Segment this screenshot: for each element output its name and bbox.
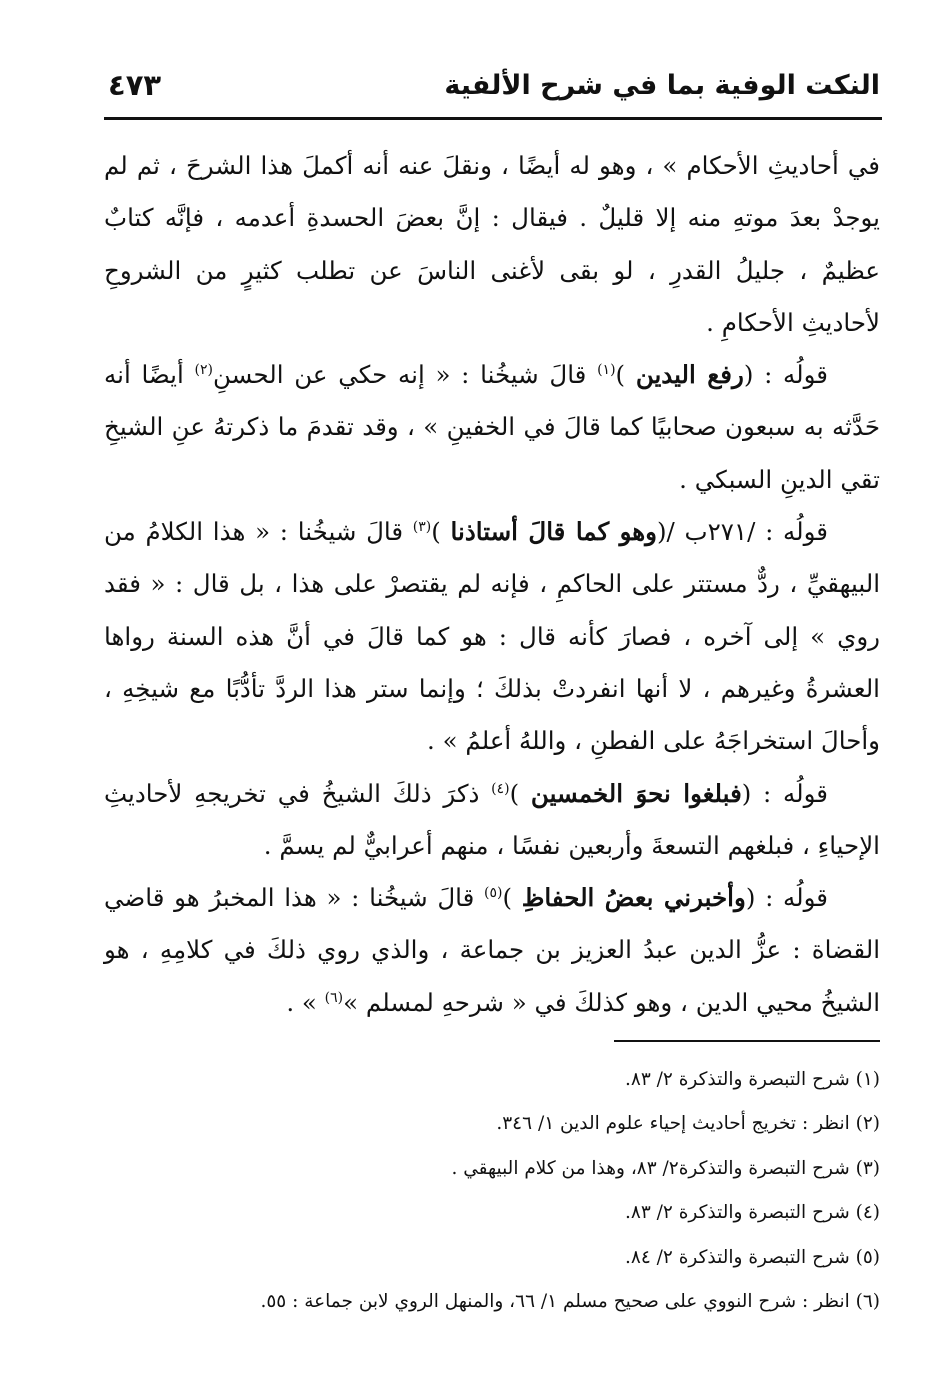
- quote-close: ): [615, 360, 636, 390]
- paragraph-text: ذكرَ ذلكَ الشيخُ في تخريجهِ لأحاديثِ الإحياءِ ، فبلغهم التسعةَ وأربعين نفسًا ، منهم أعرابيٌّ لم يسمَّ .: [104, 778, 880, 860]
- quoted-phrase: وأخبرني بعضُ الحفاظِ: [521, 883, 746, 913]
- footnote-5: (٥) شرح التبصرة والتذكرة ٢/ ٨٤.: [625, 1246, 880, 1268]
- paragraph-text: أيضًا أنه حَدَّثه به سبعون صحابيًا كما قالَ في الخفينِ » ، وقد تقدمَ ما ذكرتهُ عنِ الشيخِ تقي الدينِ السبكي .: [104, 360, 880, 494]
- quote-lead: قولُه : (: [743, 360, 828, 390]
- quote-lead: قولُه : (: [745, 883, 828, 913]
- book-title: النكت الوفية بما في شرح الألفية: [444, 70, 880, 101]
- quoted-phrase: وهو كما قالَ أستاذنا: [450, 517, 657, 547]
- footnote-ref-5[interactable]: (٥): [484, 885, 503, 901]
- paragraph-5: [104, 872, 880, 1029]
- footnote-3: (٣) شرح التبصرة والتذكرة٢/ ٨٣، وهذا من كلام البيهقي .: [451, 1157, 880, 1179]
- paragraph-text: » .: [286, 987, 325, 1017]
- footnote-ref-1[interactable]: (١): [597, 362, 616, 379]
- footnote-ref-6[interactable]: (٦): [324, 989, 344, 1006]
- footnote-2: (٢) انظر : تخريج أحاديث إحياء علوم الدين ١/ ٣٤٦.: [496, 1113, 880, 1135]
- quote-close: ): [502, 883, 522, 913]
- paragraph-text: قالَ شيخُنا : « هذا المخبرُ هو قاضي القضاة : عزُّ الدين عبدُ العزيز بن جماعة ، والذي روي ذلكَ في كلامِهِ ، هو الشيخُ محيي الدين ، وهو كذلكَ في « شرحهِ لمسلم »: [104, 883, 880, 1017]
- header-rule: [104, 117, 882, 120]
- quote-lead: قولُه : /٢٧١ب /(: [657, 517, 829, 547]
- quote-close: ): [509, 778, 531, 808]
- page-number: ٤٧٣: [108, 68, 162, 102]
- running-head: [108, 66, 880, 112]
- paragraph-2: [104, 349, 880, 506]
- footnote-4: (٤) شرح التبصرة والتذكرة ٢/ ٨٣.: [625, 1202, 880, 1224]
- footnote-ref-4[interactable]: (٤): [491, 780, 510, 797]
- paragraph-3: [104, 506, 880, 767]
- footnote-rule: [614, 1040, 880, 1042]
- footnotes: [104, 1058, 880, 1324]
- quoted-phrase: رفع اليدين: [635, 360, 744, 390]
- footnote-ref-2[interactable]: (٢): [194, 362, 213, 379]
- quoted-phrase: فبلغوا نحوَ الخمسين: [530, 778, 742, 808]
- paragraph-text: قالَ شيخُنا : « هذا الكلامُ من البيهقيِّ ، ردٌّ مستتر على الحاكمِ ، فإنه لم يقتصرْ على هذا ، بل قال : « فقد روي » إلى آخره ، فصارَ كأنه قال : هو كما قالَ في أنَّ هذه السنة رواها العشرةُ وغيرهم ، لا أنها انفردتْ بذلكَ ؛ وإنما ستر هذا الردَّ تأدُّبًا مع شيخِهِ ، وأحالَ استخراجَهُ على الفطنِ ، واللهُ أعلمُ » .: [104, 517, 880, 756]
- main-text: [104, 140, 880, 1029]
- footnote-6: (٦) انظر : شرح النووي على صحيح مسلم ١/ ٦٦، والمنهل الروي لابن جماعة : ٥٥.: [260, 1291, 880, 1313]
- paragraph-4: [104, 768, 880, 873]
- footnote-1: (١) شرح التبصرة والتذكرة ٢/ ٨٣.: [625, 1069, 880, 1090]
- paragraph-text: قالَ شيخُنا : « إنه حكي عن الحسنِ: [212, 360, 598, 390]
- footnote-ref-3[interactable]: (٣): [412, 518, 432, 535]
- quote-lead: قولُه : (: [741, 778, 828, 808]
- quote-close: ): [431, 517, 451, 547]
- paragraph-1: في أحاديثِ الأحكام » ، وهو له أيضًا ، ونقلَ عنه أنه أكملَ هذا الشرحَ ، ثم لم يوجدْ بعدَ موتهِ منه إلا قليلٌ . فيقال : إنَّ بعضَ الحسدةِ أعدمه ، فإنَّه كتابٌ عظيمٌ ، جليلُ القدرِ ، لو بقى لأغنى الناسَ عن تطلب كثيرٍ من الشروحِ لأحاديثِ الأحكامِ .: [104, 151, 880, 337]
